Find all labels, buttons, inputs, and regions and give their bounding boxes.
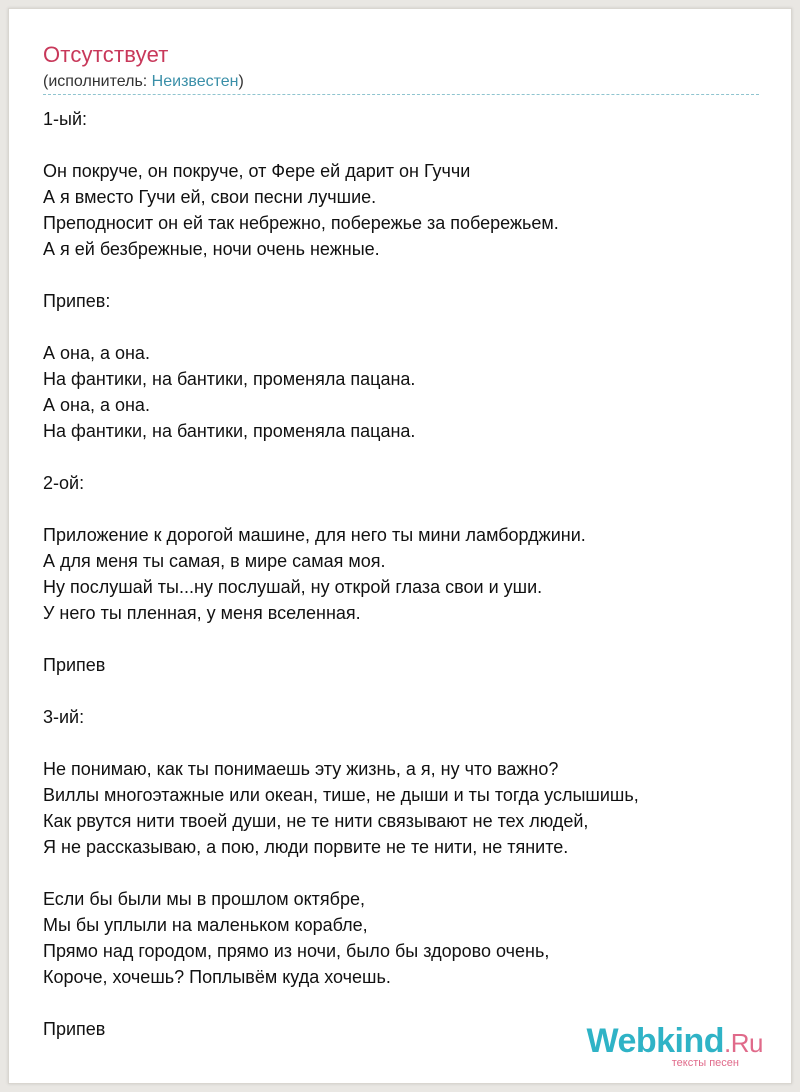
lyric-line: Прямо над городом, прямо из ночи, было бы здорово очень,	[43, 941, 550, 961]
lyric-line: Припев	[43, 655, 106, 675]
lyric-line: Короче, хочешь? Поплывём куда хочешь.	[43, 967, 391, 987]
lyric-line: Не понимаю, как ты понимаешь эту жизнь, а я, ну что важно?	[43, 759, 559, 779]
lyric-line	[43, 314, 783, 340]
lyric-line: Я не рассказываю, а пою, люди порвите не те нити, не тяните.	[43, 837, 569, 857]
lyric-line: Он покруче, он покруче, от Фере ей дарит он Гуччи	[43, 161, 471, 181]
artist-prefix: (исполнитель:	[43, 73, 152, 90]
logo-tld: .Ru	[724, 1028, 763, 1058]
lyric-line: На фантики, на бантики, променяла пацана.	[43, 369, 416, 389]
lyric-line: А я вместо Гучи ей, свои песни лучшие.	[43, 187, 377, 207]
lyric-line	[43, 262, 783, 288]
lyrics-text	[43, 106, 783, 1042]
lyric-line: На фантики, на бантики, променяла пацана.	[43, 421, 416, 441]
lyric-line: Припев:	[43, 291, 111, 311]
lyric-line: Виллы многоэтажные или океан, тише, не дыши и ты тогда услышишь,	[43, 785, 639, 805]
lyric-line: А я ей безбрежные, ночи очень нежные.	[43, 239, 380, 259]
logo-name: Webkind	[586, 1022, 725, 1060]
lyric-line: 3-ий:	[43, 707, 85, 727]
artist-line	[43, 73, 244, 91]
song-title: Отсутствует	[43, 42, 169, 67]
lyric-line: Приложение к дорогой машине, для него ты мини ламборджини.	[43, 525, 586, 545]
lyric-line: А она, а она.	[43, 395, 150, 415]
lyric-line	[43, 626, 783, 652]
lyric-line: Как рвутся нити твоей души, не те нити связывают не тех людей,	[43, 811, 589, 831]
lyric-line: 1-ый:	[43, 109, 87, 129]
lyric-line	[43, 496, 783, 522]
lyric-line	[43, 730, 783, 756]
lyric-line	[43, 678, 783, 704]
logo-wordmark	[586, 1024, 763, 1060]
lyric-line: Припев	[43, 1019, 106, 1039]
lyric-line	[43, 132, 783, 158]
lyric-line	[43, 444, 783, 470]
artist-link[interactable]: Неизвестен	[151, 73, 239, 90]
logo-tagline: тексты песен	[671, 1057, 739, 1069]
lyric-line: Мы бы уплыли на маленьком корабле,	[43, 915, 368, 935]
artist-suffix: )	[238, 73, 244, 90]
lyric-line	[43, 990, 783, 1016]
lyric-line: А для меня ты самая, в мире самая моя.	[43, 551, 386, 571]
lyrics-page	[8, 8, 792, 1084]
lyric-line	[43, 860, 783, 886]
lyric-line: Ну послушай ты...ну послушай, ну открой глаза свои и уши.	[43, 577, 543, 597]
lyric-line: Преподносит он ей так небрежно, побережье за побережьем.	[43, 213, 559, 233]
lyric-line: 2-ой:	[43, 473, 85, 493]
site-logo[interactable]	[586, 1024, 763, 1069]
lyric-line: У него ты пленная, у меня вселенная.	[43, 603, 361, 623]
lyric-line: А она, а она.	[43, 343, 150, 363]
lyric-line: Если бы были мы в прошлом октябре,	[43, 889, 366, 909]
header-divider	[43, 94, 759, 95]
